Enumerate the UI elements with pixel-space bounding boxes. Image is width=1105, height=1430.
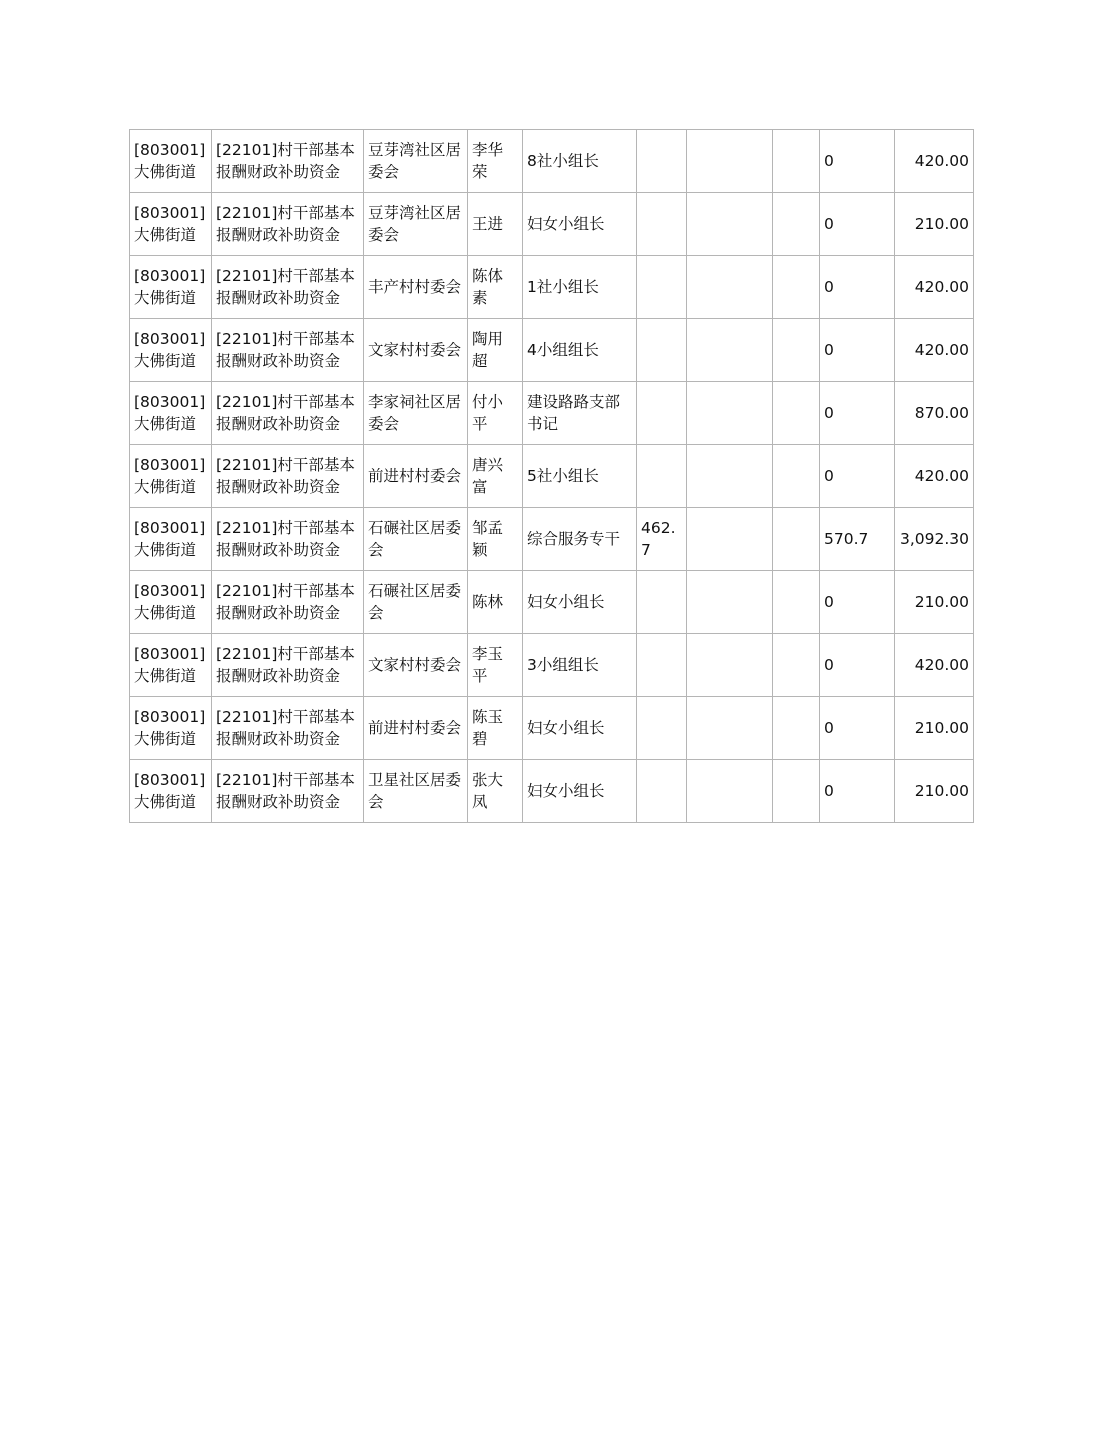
cell-position: 妇女小组长: [523, 697, 637, 760]
cell-unit: 前进村村委会: [364, 445, 468, 508]
cell-total: 420.00: [895, 319, 974, 382]
cell-amount-d: 0: [820, 130, 895, 193]
cell-total: 210.00: [895, 193, 974, 256]
cell-unit: 豆芽湾社区居委会: [364, 130, 468, 193]
salary-table: [129, 129, 974, 823]
cell-person-name: 陈体素: [468, 256, 523, 319]
cell-position: 妇女小组长: [523, 760, 637, 823]
cell-amount-a: [637, 382, 687, 445]
cell-position: 5社小组长: [523, 445, 637, 508]
cell-amount-a: [637, 193, 687, 256]
cell-amount-d: 0: [820, 319, 895, 382]
cell-person-name: 唐兴富: [468, 445, 523, 508]
cell-amount-c: [773, 634, 820, 697]
cell-person-name: 王进: [468, 193, 523, 256]
cell-amount-a: [637, 445, 687, 508]
cell-fund-item: [22101]村干部基本报酬财政补助资金: [212, 571, 364, 634]
cell-amount-b: [687, 571, 773, 634]
cell-amount-b: [687, 760, 773, 823]
cell-unit: 卫星社区居委会: [364, 760, 468, 823]
cell-fund-item: [22101]村干部基本报酬财政补助资金: [212, 697, 364, 760]
cell-amount-c: [773, 760, 820, 823]
table-body: [130, 130, 974, 823]
cell-amount-a: [637, 571, 687, 634]
cell-unit: 文家村村委会: [364, 634, 468, 697]
cell-organization: [803001]大佛街道: [130, 571, 212, 634]
cell-amount-d: 0: [820, 697, 895, 760]
table-row: [130, 697, 974, 760]
cell-amount-b: [687, 193, 773, 256]
cell-position: 综合服务专干: [523, 508, 637, 571]
cell-position: 3小组组长: [523, 634, 637, 697]
cell-amount-c: [773, 697, 820, 760]
cell-amount-c: [773, 319, 820, 382]
cell-unit: 石碾社区居委会: [364, 571, 468, 634]
cell-amount-b: [687, 445, 773, 508]
cell-unit: 前进村村委会: [364, 697, 468, 760]
cell-amount-c: [773, 445, 820, 508]
cell-amount-c: [773, 508, 820, 571]
cell-amount-b: [687, 256, 773, 319]
cell-amount-a: [637, 130, 687, 193]
cell-amount-d: 0: [820, 193, 895, 256]
cell-person-name: 陶用超: [468, 319, 523, 382]
cell-position: 1社小组长: [523, 256, 637, 319]
cell-position: 妇女小组长: [523, 193, 637, 256]
cell-total: 420.00: [895, 130, 974, 193]
cell-position: 建设路路支部书记: [523, 382, 637, 445]
cell-fund-item: [22101]村干部基本报酬财政补助资金: [212, 445, 364, 508]
cell-fund-item: [22101]村干部基本报酬财政补助资金: [212, 382, 364, 445]
table-row: [130, 256, 974, 319]
cell-amount-d: 0: [820, 256, 895, 319]
cell-unit: 石碾社区居委会: [364, 508, 468, 571]
cell-amount-a: [637, 697, 687, 760]
cell-amount-a: 462.7: [637, 508, 687, 571]
cell-fund-item: [22101]村干部基本报酬财政补助资金: [212, 508, 364, 571]
cell-unit: 李家祠社区居委会: [364, 382, 468, 445]
cell-position: 4小组组长: [523, 319, 637, 382]
cell-organization: [803001]大佛街道: [130, 382, 212, 445]
cell-person-name: 邹孟颖: [468, 508, 523, 571]
cell-organization: [803001]大佛街道: [130, 508, 212, 571]
table-row: [130, 508, 974, 571]
cell-organization: [803001]大佛街道: [130, 130, 212, 193]
cell-amount-d: 0: [820, 634, 895, 697]
cell-amount-d: 0: [820, 382, 895, 445]
cell-fund-item: [22101]村干部基本报酬财政补助资金: [212, 760, 364, 823]
cell-total: 420.00: [895, 256, 974, 319]
cell-total: 210.00: [895, 760, 974, 823]
cell-total: 870.00: [895, 382, 974, 445]
cell-organization: [803001]大佛街道: [130, 760, 212, 823]
cell-total: 420.00: [895, 634, 974, 697]
cell-amount-a: [637, 319, 687, 382]
cell-amount-c: [773, 382, 820, 445]
cell-unit: 文家村村委会: [364, 319, 468, 382]
table-row: [130, 760, 974, 823]
cell-amount-b: [687, 319, 773, 382]
cell-amount-c: [773, 256, 820, 319]
cell-amount-a: [637, 634, 687, 697]
cell-person-name: 付小平: [468, 382, 523, 445]
cell-organization: [803001]大佛街道: [130, 193, 212, 256]
cell-amount-d: 0: [820, 571, 895, 634]
cell-total: 210.00: [895, 697, 974, 760]
cell-amount-d: 0: [820, 760, 895, 823]
cell-person-name: 李华荣: [468, 130, 523, 193]
cell-unit: 丰产村村委会: [364, 256, 468, 319]
cell-position: 妇女小组长: [523, 571, 637, 634]
cell-unit: 豆芽湾社区居委会: [364, 193, 468, 256]
cell-fund-item: [22101]村干部基本报酬财政补助资金: [212, 256, 364, 319]
cell-amount-d: 570.7: [820, 508, 895, 571]
cell-total: 210.00: [895, 571, 974, 634]
cell-fund-item: [22101]村干部基本报酬财政补助资金: [212, 634, 364, 697]
cell-amount-c: [773, 130, 820, 193]
cell-total: 3,092.30: [895, 508, 974, 571]
cell-organization: [803001]大佛街道: [130, 256, 212, 319]
cell-fund-item: [22101]村干部基本报酬财政补助资金: [212, 130, 364, 193]
cell-organization: [803001]大佛街道: [130, 445, 212, 508]
cell-amount-c: [773, 193, 820, 256]
table-row: [130, 130, 974, 193]
cell-organization: [803001]大佛街道: [130, 319, 212, 382]
cell-position: 8社小组长: [523, 130, 637, 193]
table-row: [130, 319, 974, 382]
cell-amount-b: [687, 634, 773, 697]
cell-total: 420.00: [895, 445, 974, 508]
cell-organization: [803001]大佛街道: [130, 634, 212, 697]
table-row: [130, 382, 974, 445]
cell-person-name: 李玉平: [468, 634, 523, 697]
cell-amount-a: [637, 256, 687, 319]
table-row: [130, 193, 974, 256]
cell-amount-b: [687, 130, 773, 193]
cell-fund-item: [22101]村干部基本报酬财政补助资金: [212, 193, 364, 256]
cell-amount-d: 0: [820, 445, 895, 508]
cell-person-name: 陈玉碧: [468, 697, 523, 760]
table-row: [130, 445, 974, 508]
cell-person-name: 陈林: [468, 571, 523, 634]
cell-amount-a: [637, 760, 687, 823]
cell-person-name: 张大凤: [468, 760, 523, 823]
cell-amount-b: [687, 697, 773, 760]
table-row: [130, 571, 974, 634]
cell-amount-b: [687, 382, 773, 445]
cell-amount-b: [687, 508, 773, 571]
cell-fund-item: [22101]村干部基本报酬财政补助资金: [212, 319, 364, 382]
table-row: [130, 634, 974, 697]
cell-organization: [803001]大佛街道: [130, 697, 212, 760]
cell-amount-c: [773, 571, 820, 634]
